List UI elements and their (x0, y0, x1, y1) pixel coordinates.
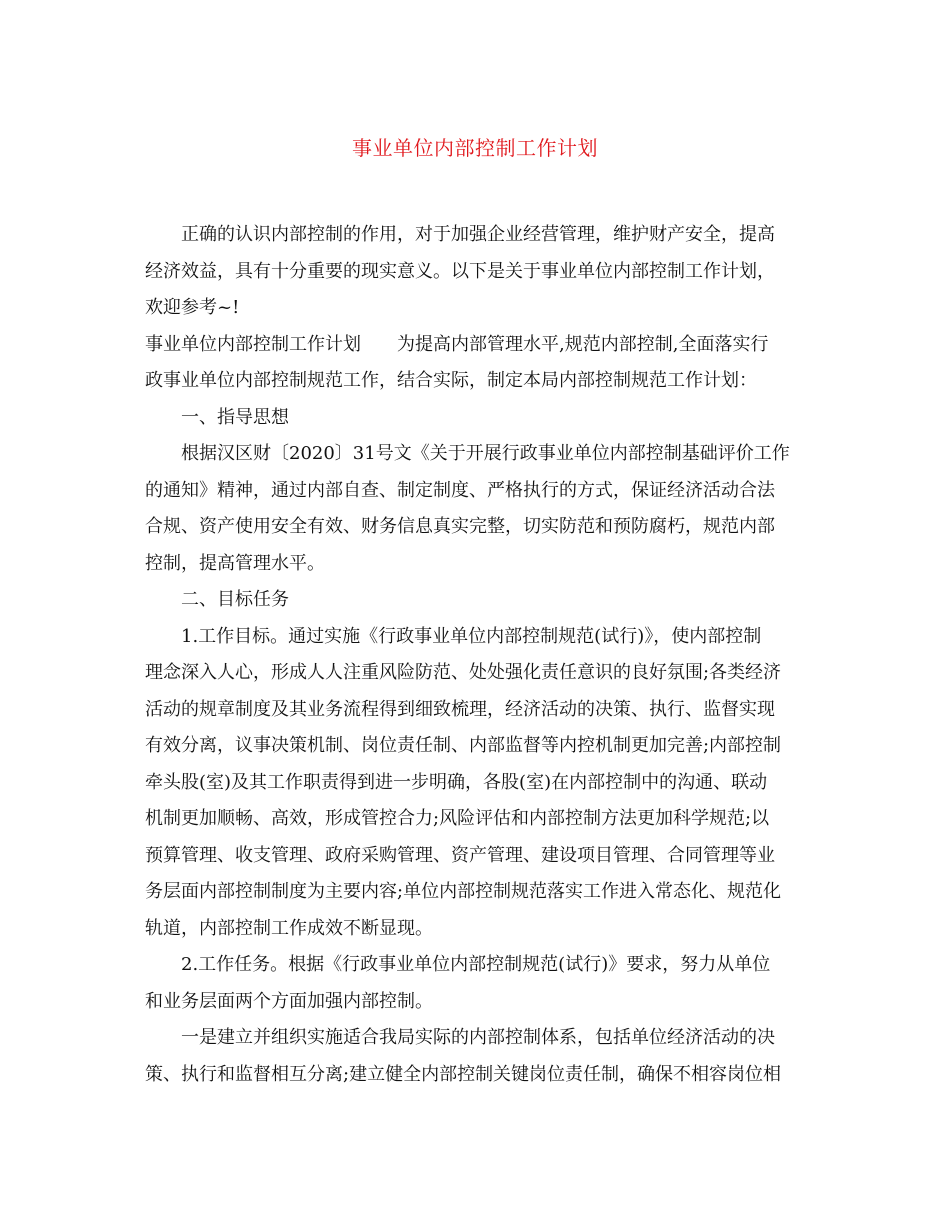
document-line: 欢迎参考~! (145, 297, 240, 318)
document-line: 合规、资产使用安全有效、财务信息真实完整，切实防范和预防腐朽，规范内部 (145, 516, 775, 537)
document-line: 一是建立并组织实施适合我局实际的内部控制体系，包括单位经济活动的决 (181, 1027, 775, 1048)
document-line: 有效分离，议事决策机制、岗位责任制、内部监督等内控机制更加完善;内部控制 (145, 735, 782, 756)
document-line: 正确的认识内部控制的作用，对于加强企业经营管理，维护财产安全，提高 (181, 224, 775, 245)
document-body (145, 217, 805, 1093)
document-line: 活动的规章制度及其业务流程得到细致梳理，经济活动的决策、执行、监督实现 (145, 698, 775, 720)
document-line: 一、指导思想 (181, 406, 289, 428)
document-line: 1.工作目标。通过实施《行政事业单位内部控制规范(试行)》，使内部控制 (181, 625, 762, 647)
document-line: 根据汉区财〔2020〕31号文《关于开展行政事业单位内部控制基础评价工作 (181, 443, 790, 464)
document-line: 策、执行和监督相互分离;建立健全内部控制关键岗位责任制，确保不相容岗位相 (145, 1063, 782, 1085)
document-line: 务层面内部控制制度为主要内容;单位内部控制规范落实工作进入常态化、规范化 (145, 881, 782, 902)
document-line: 政事业单位内部控制规范工作，结合实际，制定本局内部控制规范工作计划： (145, 370, 757, 391)
document-line: 事业单位内部控制工作计划 为提高内部管理水平,规范内部控制,全面落实行 (145, 333, 769, 355)
document-line: 轨道，内部控制工作成效不断显现。 (145, 917, 433, 939)
document-line: 二、目标任务 (181, 589, 289, 610)
document-line: 预算管理、收支管理、政府采购管理、资产管理、建设项目管理、合同管理等业 (145, 844, 775, 866)
document-line: 的通知》精神，通过内部自查、制定制度、严格执行的方式，保证经济活动合法 (145, 479, 775, 501)
document-line: 牵头股(室)及其工作职责得到进一步明确，各股(室)在内部控制中的沟通、联动 (145, 771, 768, 793)
document-line: 机制更加顺畅、高效，形成管控合力;风险评估和内部控制方法更加科学规范;以 (145, 808, 770, 829)
document-line: 控制，提高管理水平。 (145, 552, 325, 574)
document-title: 事业单位内部控制工作计划 (352, 136, 598, 160)
document-line: 2.工作任务。根据《行政事业单位内部控制规范(试行)》要求，努力从单位 (181, 954, 771, 975)
document-line: 理念深入人心，形成人人注重风险防范、处处强化责任意识的良好氛围;各类经济 (145, 662, 782, 683)
document-line: 经济效益，具有十分重要的现实意义。以下是关于事业单位内部控制工作计划， (145, 260, 775, 282)
document-line: 和业务层面两个方面加强内部控制。 (145, 990, 433, 1012)
